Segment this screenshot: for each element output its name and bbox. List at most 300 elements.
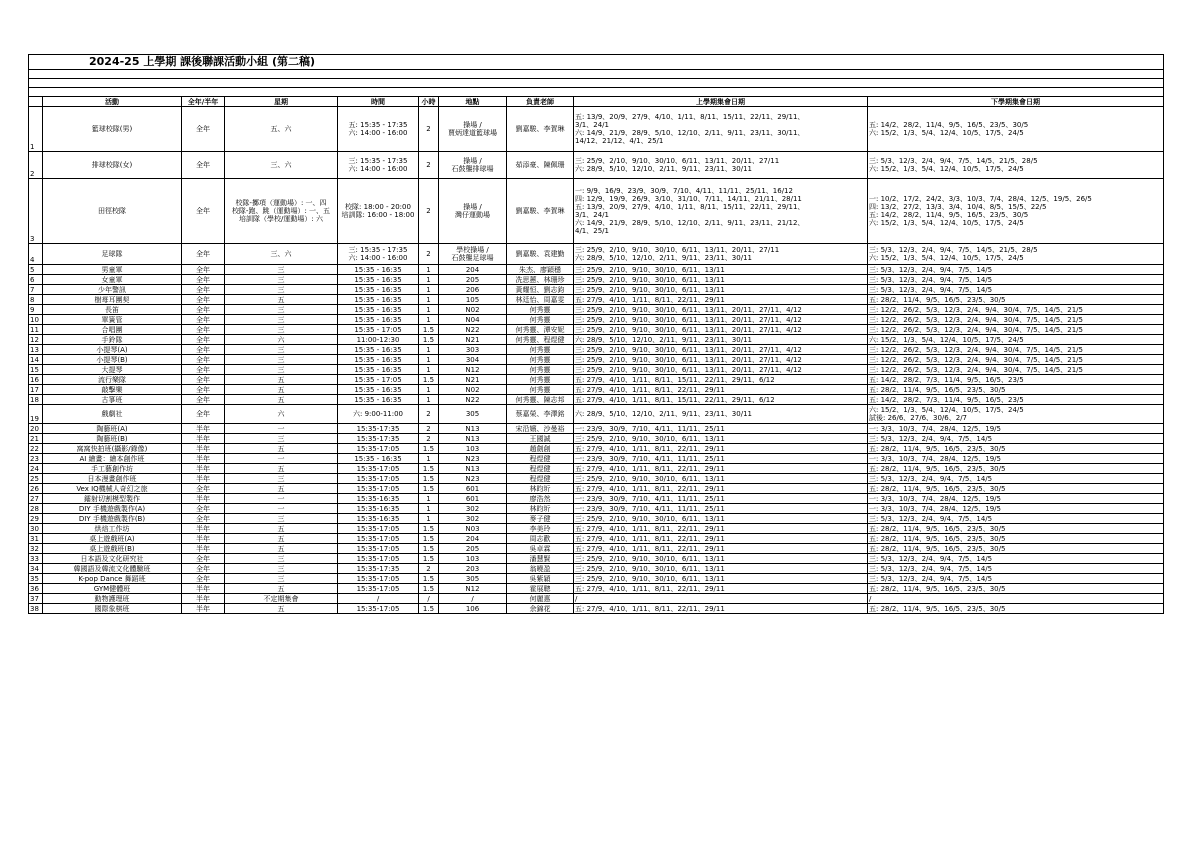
activity-name: 小提琴(B) <box>43 355 182 365</box>
sem2-dates: 三: 5/3、12/3、2/4、9/4、7/5、14/5 <box>868 474 1164 484</box>
time-slot: 15:35-16:35 <box>338 504 419 514</box>
teacher: 程煜健 <box>507 474 574 484</box>
table-row <box>29 434 1164 444</box>
header-time: 時間 <box>338 97 419 107</box>
venue: 302 <box>439 514 507 524</box>
table-row <box>29 534 1164 544</box>
hours: 1 <box>419 295 439 305</box>
sem1-dates: 三: 25/9、2/10、9/10、30/10、6/11、13/11、20/11、27/11、4/12 <box>574 365 868 375</box>
venue: 305 <box>439 405 507 424</box>
teacher: 何麗惠 <box>507 594 574 604</box>
teacher: 潘慧賢 <box>507 554 574 564</box>
sem1-dates: 一: 23/9、30/9、7/10、4/11、11/11、25/11 <box>574 454 868 464</box>
venue: 601 <box>439 494 507 504</box>
sem1-dates: 五: 27/9、4/10、1/11、8/11、22/11、29/11 <box>574 544 868 554</box>
activity-name: 國際象棋班 <box>43 604 182 614</box>
teacher: 林廷怡、周嘉雯 <box>507 295 574 305</box>
row-number: 35 <box>29 574 43 584</box>
venue: N22 <box>439 395 507 405</box>
time-slot: 15:35-17:05 <box>338 444 419 454</box>
weekday: 五 <box>225 584 338 594</box>
row-number: 4 <box>29 244 43 265</box>
venue: 操場 / 灣仔運動場 <box>439 179 507 244</box>
sem2-dates: 五: 28/2、11/4、9/5、16/5、23/5、30/5 <box>868 604 1164 614</box>
hours: 2 <box>419 405 439 424</box>
weekday: 五 <box>225 604 338 614</box>
weekday: 六 <box>225 405 338 424</box>
teacher: 劉嘉駿、李賀琳 <box>507 107 574 152</box>
sem1-dates: 三: 25/9、2/10、9/10、30/10、6/11、13/11 <box>574 474 868 484</box>
row-number: 28 <box>29 504 43 514</box>
activity-name: 日本漫畫創作班 <box>43 474 182 484</box>
hours: 1 <box>419 494 439 504</box>
term-type: 半年 <box>182 534 225 544</box>
sem2-dates: 五: 14/2、28/2、7/3、11/4、9/5、16/5、23/5 <box>868 375 1164 385</box>
sem1-dates: 一: 23/9、30/9、7/10、4/11、11/11、25/11 <box>574 424 868 434</box>
sem1-dates: 五: 27/9、4/10、1/11、8/11、22/11、29/11 <box>574 524 868 534</box>
sem2-dates: 三: 12/2、26/2、5/3、12/3、2/4、9/4、30/4、7/5、14/5、21/5 <box>868 365 1164 375</box>
sem1-dates: 三: 25/9、2/10、9/10、30/10、6/11、13/11 <box>574 574 868 584</box>
term-type: 全年 <box>182 405 225 424</box>
header-row <box>29 97 1164 107</box>
header-activity: 活動 <box>43 97 182 107</box>
table-row <box>29 244 1164 265</box>
table-row <box>29 584 1164 594</box>
activity-name: 戲劇社 <box>43 405 182 424</box>
activity-name: DIY 手機遊戲製作(B) <box>43 514 182 524</box>
hours: 1.5 <box>419 524 439 534</box>
row-number: 36 <box>29 584 43 594</box>
weekday: 六 <box>225 335 338 345</box>
hours: 1.5 <box>419 444 439 454</box>
weekday: 三 <box>225 574 338 584</box>
teacher: 茹添豪、陳佩珊 <box>507 152 574 179</box>
activity-name: 大提琴 <box>43 365 182 375</box>
row-number: 26 <box>29 484 43 494</box>
sem1-dates: 三: 25/9、2/10、9/10、30/10、6/11、13/11 <box>574 275 868 285</box>
activity-name: 排球校隊(女) <box>43 152 182 179</box>
table-row <box>29 152 1164 179</box>
row-number: 23 <box>29 454 43 464</box>
time-slot: 15:35-17:05 <box>338 474 419 484</box>
activity-name: 手工藝創作坊 <box>43 464 182 474</box>
term-type: 全年 <box>182 554 225 564</box>
time-slot: 15:35-17:05 <box>338 544 419 554</box>
row-number: 33 <box>29 554 43 564</box>
sem1-dates: / <box>574 594 868 604</box>
sem2-dates: 五: 28/2、11/4、9/5、16/5、23/5、30/5 <box>868 544 1164 554</box>
weekday: 五 <box>225 375 338 385</box>
table-row <box>29 179 1164 244</box>
hours: 1 <box>419 315 439 325</box>
sem1-dates: 五: 27/9、4/10、1/11、8/11、22/11、29/11 <box>574 464 868 474</box>
sem1-dates: 一: 23/9、30/9、7/10、4/11、11/11、25/11 <box>574 504 868 514</box>
teacher: 何秀靈 <box>507 375 574 385</box>
time-slot: 15:35 - 16:35 <box>338 275 419 285</box>
row-number: 20 <box>29 424 43 434</box>
hours: 1.5 <box>419 604 439 614</box>
sem1-dates: 一: 9/9、16/9、23/9、30/9、7/10、4/11、11/11、25/11、16/12 四: 12/9、19/9、26/9、3/10、31/10、7/11、14/11、21/11、28/11 五: 13/9、20/9、27/9、4/10、1/11、8/11、15/11、22/11、29/11、 3/1、24/1 六: 14/9、21/9、28/9、5/10、12/10、2/11、9/11、23/11、21/12、 4/1、25/1 <box>574 179 868 244</box>
time-slot: 15:35 - 16:35 <box>338 385 419 395</box>
sem1-dates: 三: 25/9、2/10、9/10、30/10、6/11、13/11、20/11、27/11、4/12 <box>574 315 868 325</box>
venue: 203 <box>439 564 507 574</box>
sem1-dates: 三: 25/9、2/10、9/10、30/10、6/11、13/11、20/11、27/11 六: 28/9、5/10、12/10、2/11、9/11、23/11、30/11 <box>574 152 868 179</box>
time-slot: 15:35 - 17:05 <box>338 325 419 335</box>
time-slot: 15:35-17:05 <box>338 584 419 594</box>
sem2-dates: 五: 28/2、11/4、9/5、16/5、23/5、30/5 <box>868 444 1164 454</box>
teacher: 王國誠 <box>507 434 574 444</box>
venue: 操場 / 石鼓壟排球場 <box>439 152 507 179</box>
term-type: 全年 <box>182 375 225 385</box>
teacher: 何秀靈 <box>507 345 574 355</box>
sem2-dates: 三: 12/2、26/2、5/3、12/3、2/4、9/4、30/4、7/5、14/5、21/5 <box>868 355 1164 365</box>
hours: 1.5 <box>419 574 439 584</box>
row-number: 25 <box>29 474 43 484</box>
sem2-dates: 三: 12/2、26/2、5/3、12/3、2/4、9/4、30/4、7/5、14/5、21/5 <box>868 315 1164 325</box>
table-row <box>29 375 1164 385</box>
weekday: 一 <box>225 424 338 434</box>
weekday: 三 <box>225 564 338 574</box>
venue: 206 <box>439 285 507 295</box>
weekday: 五 <box>225 295 338 305</box>
table-row <box>29 385 1164 395</box>
weekday: 三 <box>225 325 338 335</box>
time-slot: 15:35-17:05 <box>338 574 419 584</box>
sem2-dates: 五: 28/2、11/4、9/5、16/5、23/5、30/5 <box>868 584 1164 594</box>
venue: N03 <box>439 524 507 534</box>
sem1-dates: 三: 25/9、2/10、9/10、30/10、6/11、13/11 <box>574 285 868 295</box>
teacher: 何秀靈 <box>507 385 574 395</box>
teacher: 程煜健 <box>507 464 574 474</box>
table-row <box>29 544 1164 554</box>
hours: 2 <box>419 244 439 265</box>
sem1-dates: 五: 27/9、4/10、1/11、8/11、22/11、29/11 <box>574 385 868 395</box>
teacher: 何秀靈 <box>507 305 574 315</box>
venue: 103 <box>439 554 507 564</box>
weekday: 三 <box>225 275 338 285</box>
hours: 1 <box>419 345 439 355</box>
teacher: 劉嘉駿、袁建勤 <box>507 244 574 265</box>
hours: 1 <box>419 265 439 275</box>
teacher: 何秀靈、陳志邦 <box>507 395 574 405</box>
sem1-dates: 一: 23/9、30/9、7/10、4/11、11/11、25/11 <box>574 494 868 504</box>
hours: 1 <box>419 365 439 375</box>
term-type: 全年 <box>182 574 225 584</box>
hours: 1.5 <box>419 474 439 484</box>
hours: 1.5 <box>419 544 439 554</box>
hours: 1.5 <box>419 534 439 544</box>
venue: N23 <box>439 474 507 484</box>
activity-name: DIY 手機遊戲製作(A) <box>43 504 182 514</box>
activity-name: 敲擊樂 <box>43 385 182 395</box>
weekday: 不定期集會 <box>225 594 338 604</box>
activity-name: 足球隊 <box>43 244 182 265</box>
activity-name: Vex IQ機械人奇幻之旅 <box>43 484 182 494</box>
sem2-dates: 三: 5/3、12/3、2/4、9/4、7/5、14/5 <box>868 554 1164 564</box>
teacher: 何秀靈 <box>507 315 574 325</box>
row-number: 21 <box>29 434 43 444</box>
table-row <box>29 325 1164 335</box>
term-type: 全年 <box>182 179 225 244</box>
table-row <box>29 395 1164 405</box>
hours: 1 <box>419 285 439 295</box>
hours: / <box>419 594 439 604</box>
teacher: 宋沿嬪、沙曼裕 <box>507 424 574 434</box>
time-slot: / <box>338 594 419 604</box>
term-type: 全年 <box>182 285 225 295</box>
sem2-dates: 五: 14/2、28/2、11/4、9/5、16/5、23/5、30/5 六: 15/2、1/3、5/4、12/4、10/5、17/5、24/5 <box>868 107 1164 152</box>
time-slot: 15:35 - 16:35 <box>338 345 419 355</box>
row-number: 30 <box>29 524 43 534</box>
sem1-dates: 五: 27/9、4/10、1/11、8/11、22/11、29/11 <box>574 484 868 494</box>
row-number: 5 <box>29 265 43 275</box>
activity-name: 日本語及文化研究社 <box>43 554 182 564</box>
weekday: 五 <box>225 385 338 395</box>
hours: 1 <box>419 395 439 405</box>
table-row <box>29 345 1164 355</box>
header-venue: 地點 <box>439 97 507 107</box>
term-type: 全年 <box>182 365 225 375</box>
blank-cell <box>29 70 1164 79</box>
term-type: 半年 <box>182 434 225 444</box>
sem1-dates: 三: 25/9、2/10、9/10、30/10、6/11、13/11 <box>574 514 868 524</box>
sem2-dates: 一: 3/3、10/3、7/4、28/4、12/5、19/5 <box>868 454 1164 464</box>
table-row <box>29 107 1164 152</box>
table-row <box>29 305 1164 315</box>
sem2-dates: 一: 3/3、10/3、7/4、28/4、12/5、19/5 <box>868 504 1164 514</box>
venue: 學校操場 / 石鼓壟足球場 <box>439 244 507 265</box>
teacher: 林昀圻 <box>507 504 574 514</box>
teacher: 余錦花 <box>507 604 574 614</box>
header-hours: 小時 <box>419 97 439 107</box>
table-row <box>29 594 1164 604</box>
venue: 303 <box>439 345 507 355</box>
row-number: 27 <box>29 494 43 504</box>
teacher: 蔡嘉榮、李澤銘 <box>507 405 574 424</box>
activity-name: 窩窩快拍班(攝影/錄像) <box>43 444 182 454</box>
table-row <box>29 554 1164 564</box>
row-number: 8 <box>29 295 43 305</box>
activity-name: 古箏班 <box>43 395 182 405</box>
venue: 601 <box>439 484 507 494</box>
term-type: 全年 <box>182 295 225 305</box>
time-slot: 15:35 - 16:35 <box>338 285 419 295</box>
weekday: 三 <box>225 265 338 275</box>
venue: N12 <box>439 365 507 375</box>
venue: 204 <box>439 265 507 275</box>
weekday: 三 <box>225 355 338 365</box>
hours: 2 <box>419 564 439 574</box>
sem1-dates: 五: 27/9、4/10、1/11、8/11、22/11、29/11 <box>574 444 868 454</box>
term-type: 全年 <box>182 335 225 345</box>
activity-name: 流行樂隊 <box>43 375 182 385</box>
sem1-dates: 五: 27/9、4/10、1/11、8/11、22/11、29/11 <box>574 295 868 305</box>
term-type: 全年 <box>182 244 225 265</box>
venue: N02 <box>439 385 507 395</box>
sem2-dates: 三: 12/2、26/2、5/3、12/3、2/4、9/4、30/4、7/5、14/5、21/5 <box>868 305 1164 315</box>
sem2-dates: 五: 14/2、28/2、7/3、11/4、9/5、16/5、23/5 <box>868 395 1164 405</box>
sem2-dates: 一: 3/3、10/3、7/4、28/4、12/5、19/5 <box>868 494 1164 504</box>
time-slot: 15:35-17:35 <box>338 424 419 434</box>
venue: 305 <box>439 574 507 584</box>
row-number: 19 <box>29 405 43 424</box>
activity-name: 桌上遊戲班(A) <box>43 534 182 544</box>
activity-name: 長笛 <box>43 305 182 315</box>
sem2-dates: 三: 5/3、12/3、2/4、9/4、7/5、14/5 <box>868 514 1164 524</box>
term-type: 半年 <box>182 584 225 594</box>
activity-name: 女童軍 <box>43 275 182 285</box>
sem2-dates: 一: 10/2、17/2、24/2、3/3、10/3、7/4、28/4、12/5、19/5、26/5 四: 13/2、27/2、13/3、3/4、10/4、8/5、15/5、22/5 五: 14/2、28/2、11/4、9/5、16/5、23/5、30/5 六: 15/2、1/3、5/4、12/4、10/5、17/5、24/5 <box>868 179 1164 244</box>
sem2-dates: 三: 5/3、12/3、2/4、9/4、7/5、14/5 <box>868 265 1164 275</box>
term-type: 全年 <box>182 355 225 365</box>
table-row <box>29 265 1164 275</box>
sem1-dates: 三: 25/9、2/10、9/10、30/10、6/11、13/11 <box>574 564 868 574</box>
teacher: 廖浩然 <box>507 494 574 504</box>
activity-name: 韓國語及韓流文化體驗班 <box>43 564 182 574</box>
hours: 1.5 <box>419 554 439 564</box>
time-slot: 15:35 - 17:05 <box>338 375 419 385</box>
sem1-dates: 五: 27/9、4/10、1/11、8/11、22/11、29/11 <box>574 584 868 594</box>
term-type: 半年 <box>182 424 225 434</box>
row-number: 17 <box>29 385 43 395</box>
teacher: 霍展聰 <box>507 584 574 594</box>
blank-cell <box>29 88 1164 97</box>
term-type: 全年 <box>182 395 225 405</box>
activity-name: 男童軍 <box>43 265 182 275</box>
weekday: 三 <box>225 315 338 325</box>
hours: 1.5 <box>419 584 439 594</box>
activity-name: 動物護理班 <box>43 594 182 604</box>
sem1-dates: 三: 25/9、2/10、9/10、30/10、6/11、13/11、20/11、27/11 六: 28/9、5/10、12/10、2/11、9/11、23/11、30/11 <box>574 244 868 265</box>
row-number: 38 <box>29 604 43 614</box>
teacher: 程煜健 <box>507 454 574 464</box>
row-number: 10 <box>29 315 43 325</box>
hours: 1 <box>419 504 439 514</box>
venue: N22 <box>439 325 507 335</box>
table-row <box>29 494 1164 504</box>
table-row <box>29 524 1164 534</box>
time-slot: 15:35-16:35 <box>338 514 419 524</box>
sheet-title: 2024-25 上學期 課後聯課活動小組 (第二稿) <box>29 55 1164 70</box>
activity-name: 籃球校隊(男) <box>43 107 182 152</box>
venue: N23 <box>439 454 507 464</box>
hours: 1 <box>419 355 439 365</box>
sem2-dates: 一: 3/3、10/3、7/4、28/4、12/5、19/5 <box>868 424 1164 434</box>
term-type: 全年 <box>182 305 225 315</box>
teacher: 何秀靈 <box>507 355 574 365</box>
term-type: 半年 <box>182 474 225 484</box>
weekday: 三 <box>225 474 338 484</box>
sem1-dates: 五: 13/9、20/9、27/9、4/10、1/11、8/11、15/11、22/11、29/11、 3/1、24/1 六: 14/9、21/9、28/9、5/10、12/10、2/11、9/11、23/11、30/11、 14/12、21/12、4/1、25/1 <box>574 107 868 152</box>
sem2-dates: 五: 28/2、11/4、9/5、16/5、23/5、30/5 <box>868 524 1164 534</box>
venue: 205 <box>439 275 507 285</box>
time-slot: 15:35-17:35 <box>338 564 419 574</box>
sem2-dates: 三: 5/3、12/3、2/4、9/4、7/5、14/5 <box>868 564 1164 574</box>
time-slot: 三: 15:35 - 17:35 六: 14:00 - 16:00 <box>338 244 419 265</box>
sem1-dates: 三: 25/9、2/10、9/10、30/10、6/11、13/11、20/11、27/11、4/12 <box>574 325 868 335</box>
weekday: 三、六 <box>225 244 338 265</box>
table-row <box>29 285 1164 295</box>
activity-name: 單簧管 <box>43 315 182 325</box>
header-no <box>29 97 43 107</box>
time-slot: 三: 15:35 - 17:35 六: 14:00 - 16:00 <box>338 152 419 179</box>
term-type: 全年 <box>182 315 225 325</box>
time-slot: 15:35-17:35 <box>338 434 419 444</box>
weekday: 三 <box>225 554 338 564</box>
header-sem2-dates: 下學期集會日期 <box>868 97 1164 107</box>
row-number: 18 <box>29 395 43 405</box>
term-type: 半年 <box>182 494 225 504</box>
time-slot: 15:35 - 16:35 <box>338 454 419 464</box>
venue: / <box>439 594 507 604</box>
sem1-dates: 五: 27/9、4/10、1/11、8/11、22/11、29/11 <box>574 534 868 544</box>
activity-name: 手鈴隊 <box>43 335 182 345</box>
weekday: 三 <box>225 365 338 375</box>
activity-name: 田徑校隊 <box>43 179 182 244</box>
sem1-dates: 三: 25/9、2/10、9/10、30/10、6/11、13/11、20/11、27/11、4/12 <box>574 345 868 355</box>
sem2-dates: 三: 5/3、12/3、2/4、9/4、7/5、14/5、21/5、28/5 六: 15/2、1/3、5/4、12/4、10/5、17/5、24/5 <box>868 152 1164 179</box>
row-number: 6 <box>29 275 43 285</box>
activity-sheet <box>28 54 1163 614</box>
row-number: 11 <box>29 325 43 335</box>
sem1-dates: 六: 28/9、5/10、12/10、2/11、9/11、23/11、30/11 <box>574 335 868 345</box>
sem2-dates: 三: 5/3、12/3、2/4、9/4、7/5、14/5 <box>868 275 1164 285</box>
venue: N13 <box>439 424 507 434</box>
weekday: 五 <box>225 444 338 454</box>
activity-name: GYM健體班 <box>43 584 182 594</box>
term-type: 半年 <box>182 594 225 604</box>
weekday: 五 <box>225 395 338 405</box>
table-row <box>29 365 1164 375</box>
venue: 103 <box>439 444 507 454</box>
time-slot: 15:35-16:35 <box>338 494 419 504</box>
term-type: 半年 <box>182 454 225 464</box>
venue: N13 <box>439 464 507 474</box>
weekday: 三 <box>225 285 338 295</box>
table-row <box>29 405 1164 424</box>
table-row <box>29 454 1164 464</box>
hours: 2 <box>419 152 439 179</box>
row-number: 31 <box>29 534 43 544</box>
weekday: 校隊-擲項（運動場）: 一、四 校隊-跑、跳（運動場）: 一、五 培訓隊（學校/運動場）: 六 <box>225 179 338 244</box>
table-row <box>29 444 1164 454</box>
sem2-dates: 三: 5/3、12/3、2/4、9/4、7/5、14/5 <box>868 285 1164 295</box>
row-number: 3 <box>29 179 43 244</box>
sem1-dates: 三: 25/9、2/10、9/10、30/10、6/11、13/11 <box>574 554 868 564</box>
venue: N13 <box>439 434 507 444</box>
venue: 操場 / 賈炳達道籃球場 <box>439 107 507 152</box>
teacher: 何秀靈、程煜健 <box>507 335 574 345</box>
table-row <box>29 564 1164 574</box>
venue: N12 <box>439 584 507 594</box>
blank-row <box>29 70 1164 79</box>
row-number: 29 <box>29 514 43 524</box>
sem1-dates: 三: 25/9、2/10、9/10、30/10、6/11、13/11 <box>574 265 868 275</box>
weekday: 一 <box>225 454 338 464</box>
sem1-dates: 五: 27/9、4/10、1/11、8/11、15/11、22/11、29/11、6/12 <box>574 395 868 405</box>
weekday: 五 <box>225 544 338 554</box>
hours: 1.5 <box>419 325 439 335</box>
time-slot: 15:35 - 16:35 <box>338 265 419 275</box>
row-number: 22 <box>29 444 43 454</box>
header-teacher: 負責老師 <box>507 97 574 107</box>
row-number: 7 <box>29 285 43 295</box>
teacher: 何秀靈 <box>507 365 574 375</box>
teacher: 翁曉盈 <box>507 564 574 574</box>
row-number: 32 <box>29 544 43 554</box>
term-type: 全年 <box>182 345 225 355</box>
weekday: 五 <box>225 534 338 544</box>
